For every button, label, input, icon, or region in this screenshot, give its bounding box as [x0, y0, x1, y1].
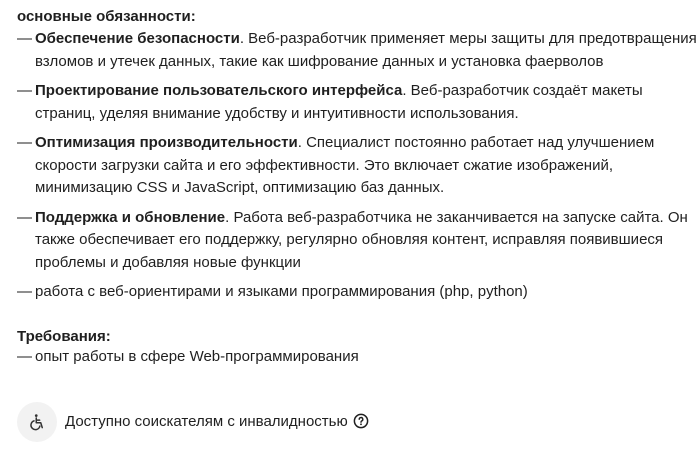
duty-text: . Специалист постоянно работает над улучшением скорости загрузки сайта и его эффективности. Это включает сжатие изображений, минимизацию CSS и JavaScript, оптимизацию баз данных. [35, 134, 655, 196]
duty-item-languages [17, 281, 697, 304]
duties-heading: основные обязанности: [17, 8, 196, 25]
duty-text: работа с веб-ориентирами и языками программирования (php, python) [35, 283, 528, 300]
duty-item-performance [17, 132, 697, 200]
accessibility-info [17, 398, 369, 446]
requirement-item [17, 346, 697, 369]
duty-term: Обеспечение безопасности [35, 30, 240, 47]
duty-term: Проектирование пользовательского интерфейса [35, 82, 403, 99]
wheelchair-icon [28, 413, 46, 431]
accessibility-label [65, 412, 369, 432]
list-dash: — [17, 30, 32, 47]
duties-list [17, 28, 697, 304]
list-dash: — [17, 348, 32, 365]
duty-term: Поддержка и обновление [35, 208, 226, 226]
requirements-list [17, 346, 697, 369]
duty-text: . Веб-разработчик применяет меры защиты для предотвращения взломов и утечек данных, такие как шифрование данных и установка фаерволов [35, 30, 697, 70]
list-dash: — [17, 283, 32, 300]
duty-item-security [17, 28, 697, 73]
list-dash: — [17, 208, 32, 226]
list-dash: — [17, 134, 32, 151]
help-circle-icon[interactable] [353, 413, 369, 429]
duty-item-support [17, 207, 697, 275]
duty-term: Оптимизация производительности [35, 134, 298, 151]
requirements-heading: Требования: [17, 328, 111, 345]
duty-text: . Работа веб-разработчика не заканчивается на запуске сайта. Он также обеспечивает его поддержку, регулярно обновляя контент, исправляя появившиеся проблемы и добавляя новые функции [35, 208, 688, 271]
requirement-text: опыт работы в сфере Web-программирования [35, 348, 359, 365]
accessibility-icon-badge [17, 402, 57, 442]
list-dash: — [17, 82, 32, 99]
duty-text: . Веб-разработчик создаёт макеты страниц, уделяя внимание удобству и интуитивности использования. [35, 82, 643, 122]
accessibility-label-text: Доступно соискателям с инвалидностью [65, 413, 348, 430]
duty-item-ui-design [17, 80, 697, 125]
